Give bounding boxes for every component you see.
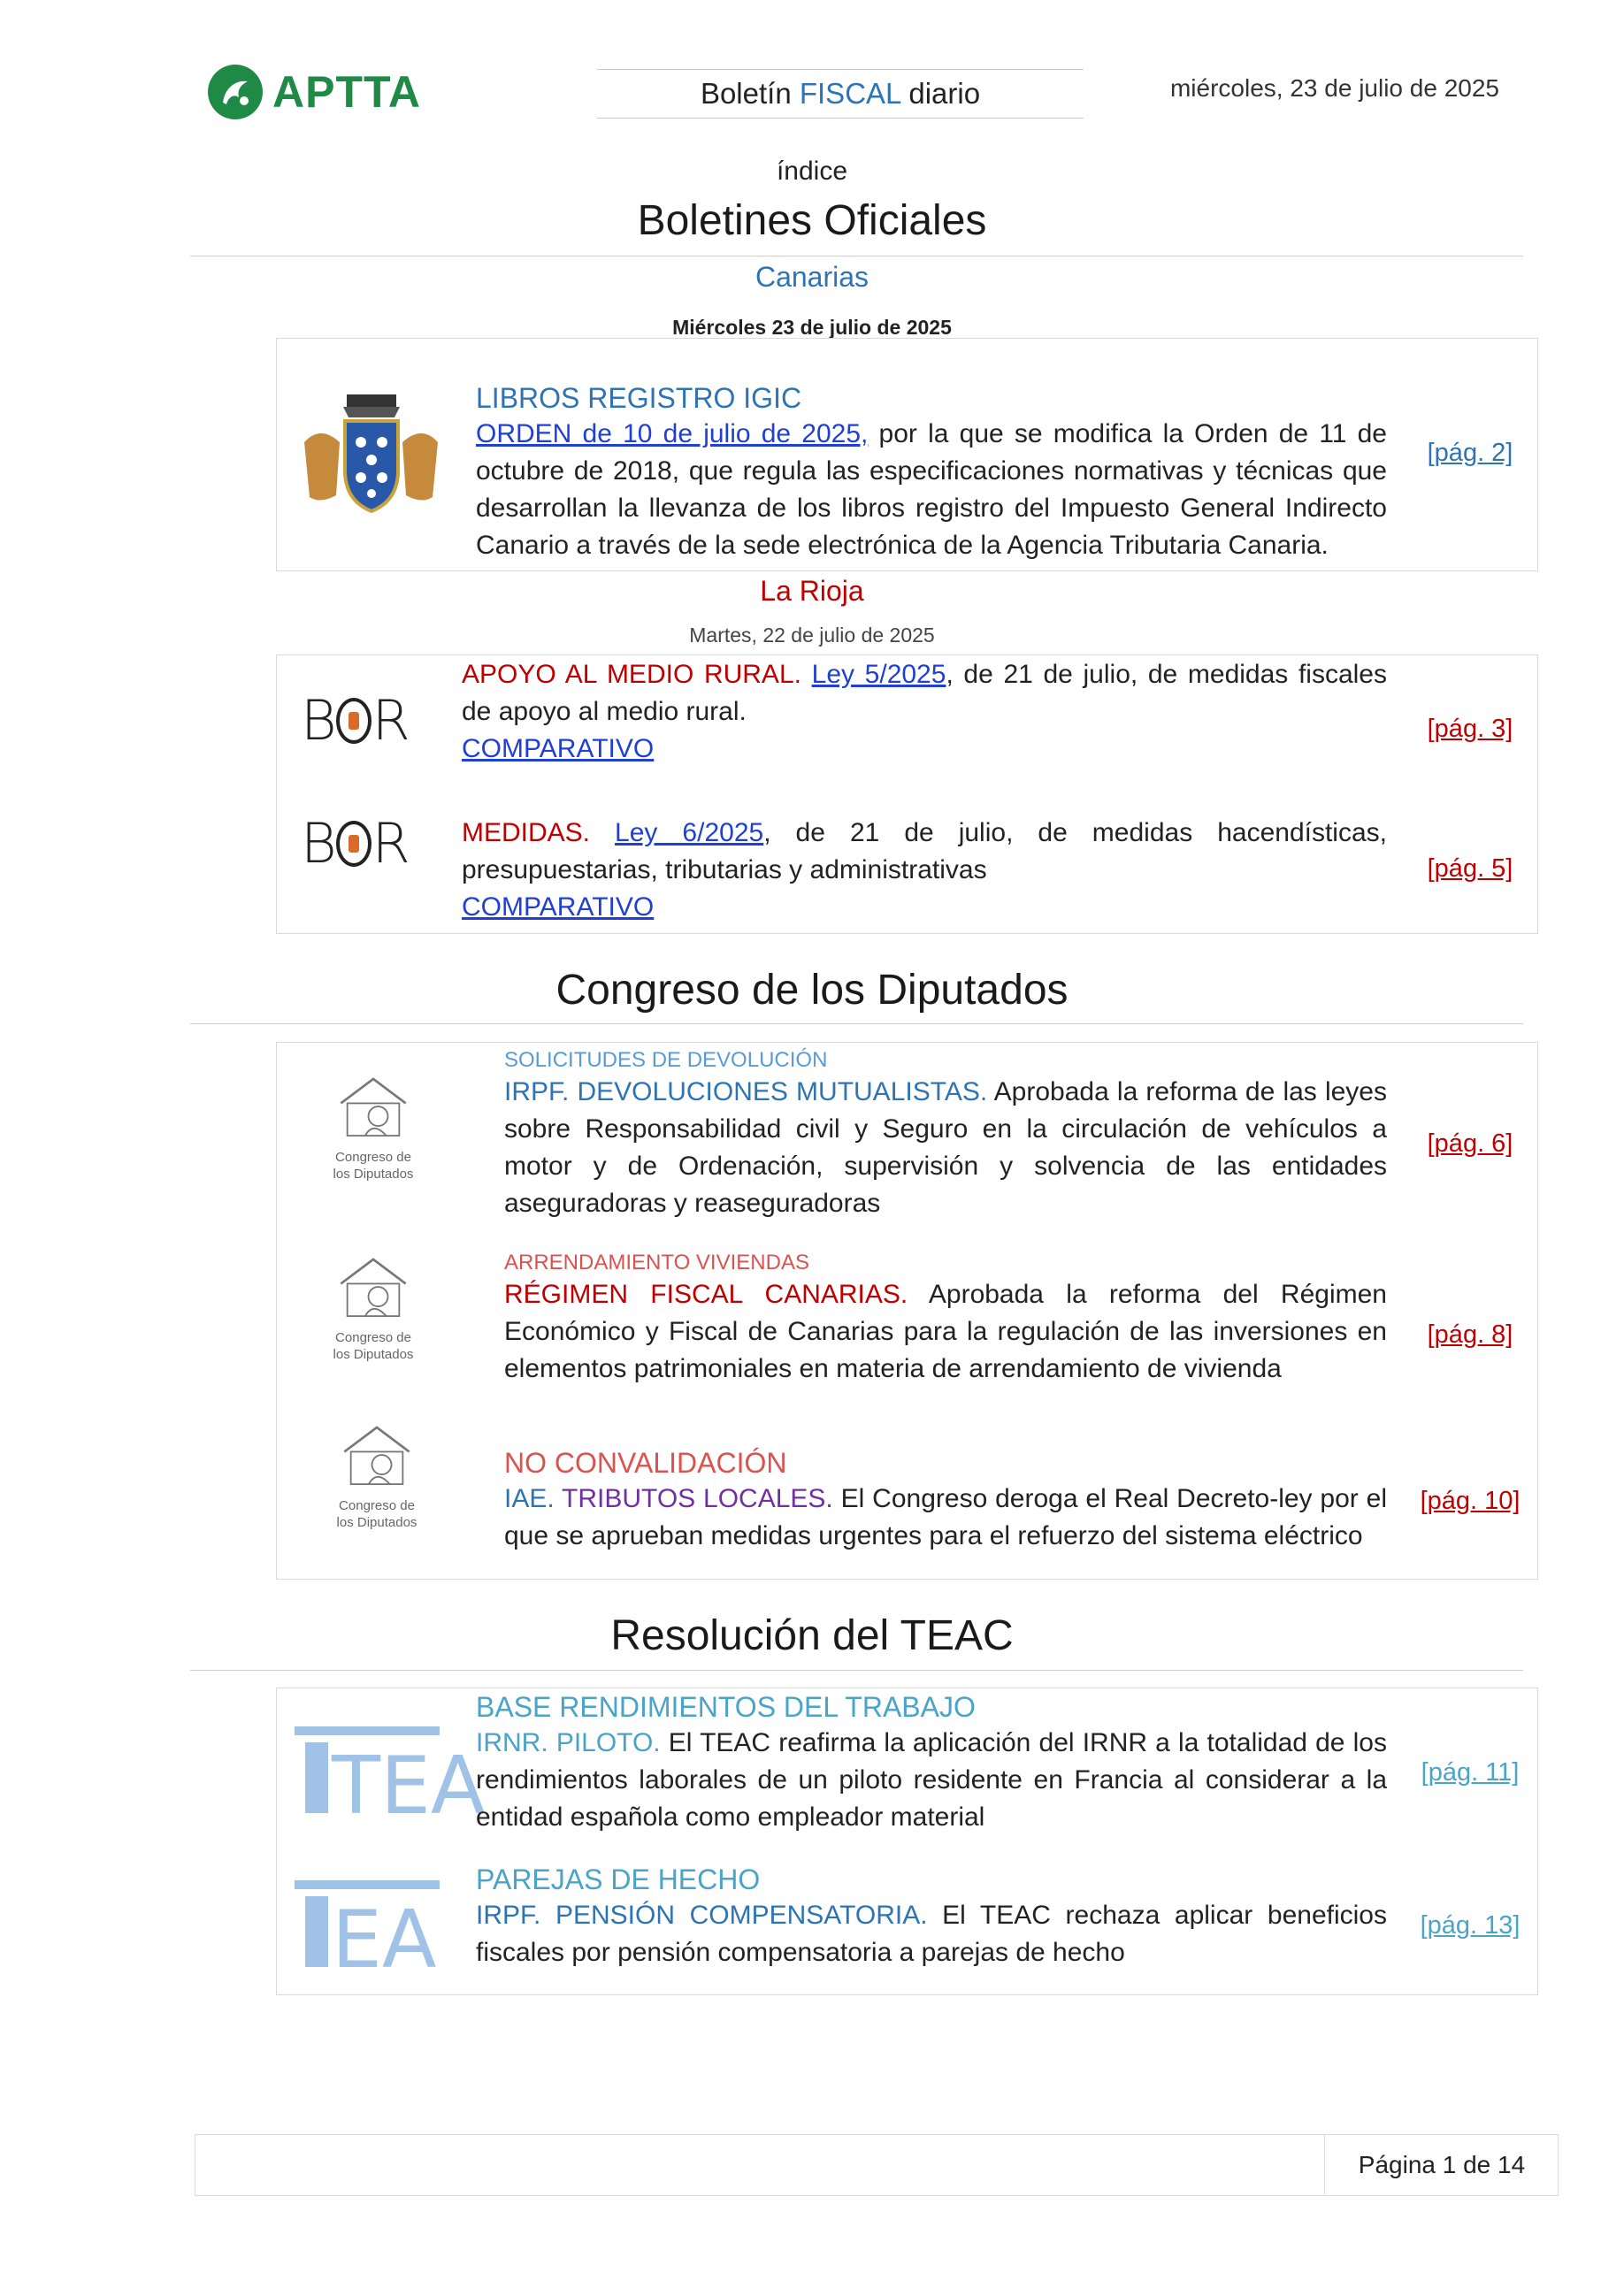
svg-text:EA: EA bbox=[332, 1894, 437, 1986]
entry-topic: NO CONVALIDACIÓN bbox=[504, 1447, 787, 1479]
ley-link[interactable]: Ley 6/2025 bbox=[615, 818, 764, 847]
teac-logo-icon bbox=[295, 1725, 486, 1833]
congreso-entry-1 bbox=[504, 1047, 1387, 1222]
logo-caption: los Diputados bbox=[336, 1515, 417, 1530]
page-link[interactable]: [pág. 2] bbox=[1427, 439, 1513, 467]
canarias-date: Miércoles 23 de julio de 2025 bbox=[672, 316, 952, 339]
teac-entry-2 bbox=[476, 1862, 1387, 1971]
section-title-boletines: Boletines Oficiales bbox=[637, 197, 987, 244]
entry-text: por la que se modifica la Orden de 11 de octubre de 2018, que regula las especificaciones normativas y técnicas que desarrollan la llevanza de los libros registro del Impuesto General Indirecto Canario a través de la sede electrónica de la Agencia Tributaria Canaria. bbox=[476, 419, 1387, 560]
page-number: Página 1 de 14 bbox=[1358, 2151, 1526, 2178]
entry-category: APOYO AL MEDIO RURAL. bbox=[462, 660, 801, 689]
entry-category: LIBROS REGISTRO IGIC bbox=[476, 382, 802, 414]
congreso-logo-icon bbox=[320, 1070, 426, 1194]
index-label: índice bbox=[776, 157, 848, 186]
rioja-entry-1 bbox=[462, 656, 1387, 768]
congreso-entry-2 bbox=[504, 1250, 1387, 1388]
region-la-rioja: La Rioja bbox=[760, 575, 864, 607]
congreso-logo-icon bbox=[324, 1419, 430, 1542]
page-link[interactable]: [pág. 11] bbox=[1421, 1758, 1520, 1787]
rioja-date: Martes, 22 de julio de 2025 bbox=[689, 624, 935, 647]
page-link[interactable]: [pág. 13] bbox=[1420, 1911, 1521, 1940]
aptta-logo bbox=[205, 60, 453, 124]
teac-logo-icon bbox=[295, 1879, 449, 1986]
bulletin-title: Boletín FISCAL diario bbox=[597, 69, 1084, 119]
header-date: miércoles, 23 de julio de 2025 bbox=[1169, 74, 1499, 102]
entry-text: El TEAC rechaza aplicar beneficios fiscales por pensión compensatoria a parejas de hecho bbox=[476, 1901, 1387, 1967]
entry-text: El Congreso deroga el Real Decreto-ley por el que se aprueban medidas urgentes para el refuerzo del sistema eléctrico bbox=[504, 1484, 1387, 1550]
orden-link[interactable]: ORDEN de 10 de julio de 2025, bbox=[476, 419, 869, 448]
logo-caption: los Diputados bbox=[333, 1167, 414, 1182]
brand-name: APTTA bbox=[272, 67, 421, 117]
footer-divider bbox=[1324, 2134, 1325, 2194]
rioja-entry-2 bbox=[462, 815, 1387, 926]
region-canarias: Canarias bbox=[755, 261, 869, 293]
entry-category: IRPF. DEVOLUCIONES MUTUALISTAS. bbox=[504, 1077, 988, 1106]
bor-logo-icon: B R bbox=[301, 811, 409, 876]
page-link[interactable]: [pág. 5] bbox=[1427, 854, 1513, 883]
canarias-entry bbox=[476, 380, 1387, 564]
entry-text: , de 21 de julio, de medidas hacendísticas, presupuestarias, tributarias y administrativas bbox=[462, 818, 1387, 884]
logo-caption: Congreso de bbox=[335, 1150, 411, 1165]
comparativo-link[interactable]: COMPARATIVO bbox=[462, 734, 655, 763]
section-title-congreso: Congreso de los Diputados bbox=[555, 967, 1069, 1014]
svg-text:TEA: TEA bbox=[332, 1740, 486, 1833]
bor-logo-icon: B R bbox=[301, 688, 409, 753]
entry-topic: ARRENDAMIENTO VIVIENDAS bbox=[504, 1251, 809, 1274]
page-link[interactable]: [pág. 3] bbox=[1427, 715, 1513, 743]
entry-subcategory: TRIBUTOS LOCALES. bbox=[562, 1484, 833, 1513]
entry-category: IRPF. PENSIÓN COMPENSATORIA. bbox=[476, 1901, 928, 1930]
entry-text: , de 21 de julio, de medidas fiscales de apoyo al medio rural. bbox=[462, 660, 1387, 726]
divider bbox=[190, 1023, 1523, 1024]
canarias-coat-of-arms-icon bbox=[294, 389, 448, 520]
logo-caption: Congreso de bbox=[335, 1330, 411, 1345]
aptta-emblem-icon bbox=[205, 62, 265, 122]
entry-category: IAE. bbox=[504, 1484, 555, 1513]
congreso-entry-3 bbox=[504, 1445, 1387, 1555]
page-link[interactable]: [pág. 8] bbox=[1427, 1320, 1513, 1349]
comparativo-link[interactable]: COMPARATIVO bbox=[462, 892, 655, 922]
entry-topic: BASE RENDIMIENTOS DEL TRABAJO bbox=[476, 1691, 976, 1723]
page-link[interactable]: [pág. 6] bbox=[1427, 1129, 1513, 1158]
entry-category: IRNR. PILOTO. bbox=[476, 1728, 661, 1757]
congreso-logo-icon bbox=[320, 1251, 426, 1374]
entry-topic: PAREJAS DE HECHO bbox=[476, 1864, 761, 1895]
entry-text: El TEAC reafirma la aplicación del IRNR a la totalidad de los rendimientos laborales de un piloto residente en Francia al considerar a la entidad española como empleador material bbox=[476, 1728, 1387, 1832]
entry-text: Aprobada la reforma de las leyes sobre Responsabilidad civil y Seguro en la circulación de vehículos a motor y de Ordenación, supervisión y solvencia de las entidades aseguradoras y reaseguradoras bbox=[504, 1077, 1387, 1218]
page-link[interactable]: [pág. 10] bbox=[1420, 1487, 1521, 1515]
entry-category: RÉGIMEN FISCAL CANARIAS. bbox=[504, 1280, 908, 1309]
entry-text: Aprobada la reforma del Régimen Económico y Fiscal de Canarias para la regulación de las inversiones en elementos patrimoniales en materia de arrendamiento de vivienda bbox=[504, 1280, 1387, 1383]
logo-caption: los Diputados bbox=[333, 1347, 414, 1362]
ley-link[interactable]: Ley 5/2025 bbox=[811, 660, 946, 689]
entry-category: MEDIDAS. bbox=[462, 818, 591, 847]
entry-topic: SOLICITUDES DE DEVOLUCIÓN bbox=[504, 1048, 828, 1072]
divider bbox=[190, 1670, 1523, 1671]
section-title-teac: Resolución del TEAC bbox=[610, 1612, 1014, 1659]
logo-caption: Congreso de bbox=[339, 1498, 415, 1513]
teac-entry-1 bbox=[476, 1689, 1387, 1836]
